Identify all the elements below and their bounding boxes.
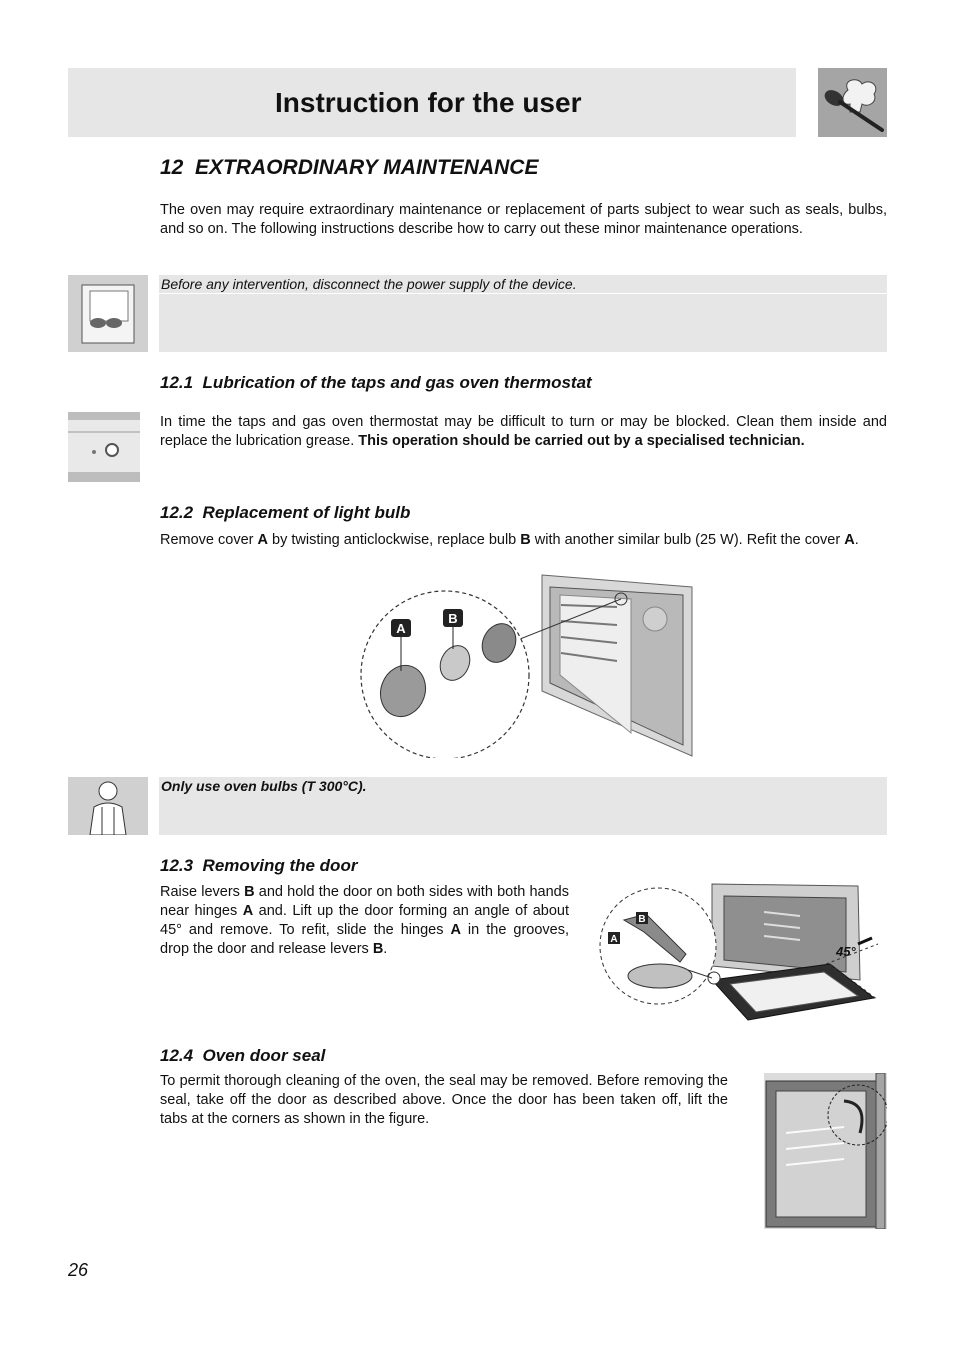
- door-removal-figure: [596, 880, 887, 1026]
- subsection-title-12-4: 12.4 Oven door seal: [160, 1046, 326, 1065]
- page-title: Instruction for the user: [275, 87, 582, 118]
- figure-angle-label: 45°: [836, 944, 856, 959]
- intro-paragraph: The oven may require extraordinary maintenance or replacement of parts subject to wear such as seals, bulbs, and so on. The following instructions describe how to carry out these minor maintenance operations.: [160, 202, 887, 237]
- bulb-replacement-figure: [355, 573, 695, 758]
- gas-tap-icon: [68, 412, 140, 482]
- oven-knobs-icon: [68, 275, 148, 352]
- section-title: 12 EXTRAORDINARY MAINTENANCE: [160, 156, 539, 179]
- figure-label-b: B: [448, 611, 458, 626]
- subsection-title-12-3: 12.3 Removing the door: [160, 856, 358, 875]
- technician-icon: [68, 777, 148, 835]
- subsection-title-12-1: 12.1 Lubrication of the taps and gas oven thermostat: [160, 373, 592, 392]
- figure-label-a: A: [610, 934, 618, 945]
- subsection-title-12-2: 12.2 Replacement of light bulb: [160, 503, 411, 522]
- bulb-paragraph: Remove cover A by twisting anticlockwise, replace bulb B with another similar bulb (25 W). Refit the cover A.: [160, 532, 859, 548]
- figure-label-a: A: [396, 621, 406, 636]
- door-paragraph: Raise levers B and hold the door on both sides with both hands near hinges A and. Lift up the door forming an angle of about 45° and remove. To refit, slide the hinges A in the grooves, drop the door and release levers B.: [160, 884, 569, 957]
- page-number: 26: [68, 1260, 89, 1280]
- chef-spoon-icon: [818, 68, 887, 137]
- warning-text-bulbs: Only use oven bulbs (T 300°C).: [161, 778, 367, 794]
- door-seal-figure: [764, 1073, 887, 1229]
- divider: [159, 293, 887, 294]
- taps-paragraph: In time the taps and gas oven thermostat may be difficult to turn or may be blocked. Clean them inside and replace the lubrication grease. This operation should be carried out by a specialised technician.: [160, 414, 887, 449]
- seal-paragraph: To permit thorough cleaning of the oven, the seal may be removed. Before removing the seal, take off the door as described above. Once the door has been taken off, lift the tabs at the corners as shown in the figure.: [160, 1073, 728, 1127]
- warning-text: Before any intervention, disconnect the power supply of the device.: [161, 276, 577, 292]
- figure-label-b: B: [638, 914, 646, 925]
